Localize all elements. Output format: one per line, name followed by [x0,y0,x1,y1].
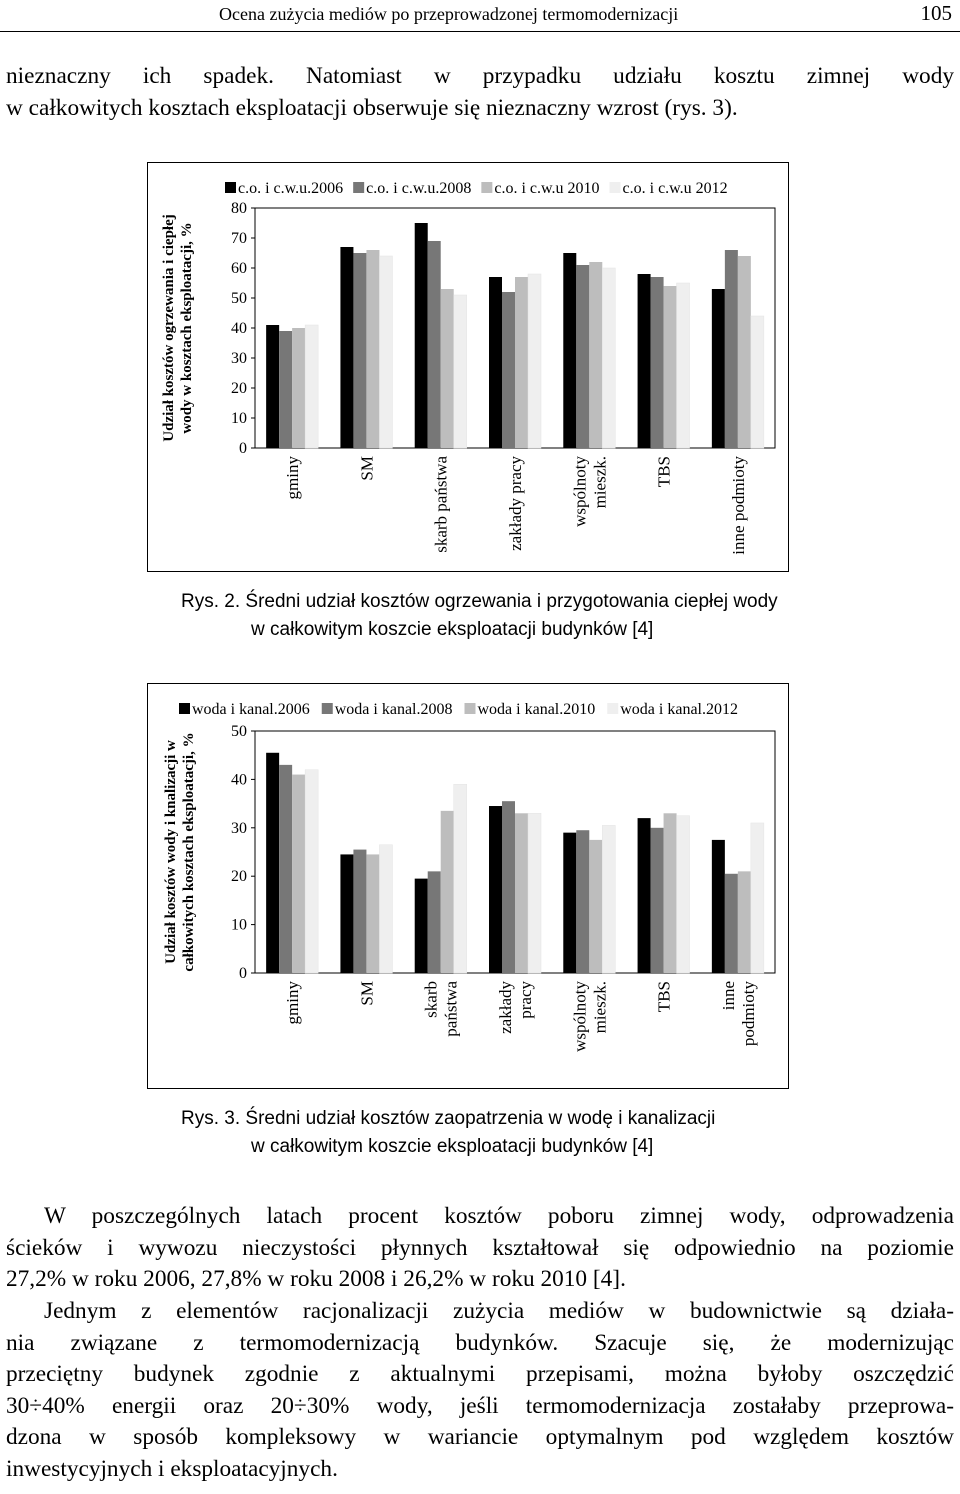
y-axis-title-line: całkowitych kosztach eksploatacji, % [180,732,197,972]
legend-label: woda i kanal.2006 [192,701,310,718]
bar [266,325,279,448]
bar [340,247,353,448]
bar [651,277,664,448]
bar [292,775,305,973]
x-tick-label-line: inne podmioty [728,456,748,555]
figure-2-caption [181,588,778,644]
bar [353,253,366,448]
bar [638,274,651,448]
x-tick-label-line: wspólnoty [570,981,590,1052]
bar [379,256,392,448]
bar [589,262,602,448]
figure-3-caption [181,1105,715,1161]
legend-label: c.o. i c.w.u.2006 [238,180,344,197]
legend-swatch [179,703,190,714]
legend-swatch [353,182,364,193]
bar [292,328,305,448]
x-tick-label-line: TBS [654,456,674,488]
bar [454,295,467,448]
x-tick-label [357,456,376,481]
x-tick-label [357,981,376,1006]
bar [528,274,541,448]
y-tick-label: 0 [239,965,247,982]
y-tick-label: 50 [231,723,247,740]
bar [515,277,528,448]
x-tick-label-line: inne [718,981,738,1011]
bar [602,825,615,973]
running-title: Ocena zużycia mediów po przeprowadzonej termomodernizacji [219,4,679,24]
x-tick-label-line: zakłady [496,981,515,1034]
bar [563,253,576,448]
bar [712,289,725,448]
y-tick-label: 10 [231,410,247,427]
x-tick-label-line: gminy [283,456,303,500]
y-axis-title-line: Udział kosztów wody i knalizacji w [162,740,179,964]
bar [441,289,454,448]
bar [602,268,615,448]
bar [305,325,318,448]
y-tick-label: 80 [231,200,247,217]
y-tick-label: 70 [231,230,247,247]
legend-label: woda i kanal.2012 [620,701,738,718]
bar [279,765,292,973]
header-rule [0,31,960,32]
legend-label: c.o. i c.w.u 2010 [494,180,600,197]
bar [266,753,279,973]
bar [677,283,690,448]
paragraph-thermomodernization [6,1296,954,1485]
caption-line: Rys. 2. Średni udział kosztów ogrzewania i przygotowania ciepłej wody [181,591,778,612]
legend-label: woda i kanal.2008 [334,701,453,718]
bar [366,854,379,973]
bar [725,250,738,448]
text-line: inwestycyjnych i eksploatacyjnych. [6,1455,338,1482]
bar [415,223,428,448]
bar [415,879,428,973]
x-tick-label-line: TBS [654,981,674,1013]
y-tick-label: 0 [239,440,247,457]
bar [563,833,576,973]
bar [738,256,751,448]
bar [528,813,541,973]
y-tick-label: 50 [231,290,247,307]
chart-frame [148,684,789,1089]
bar [489,806,502,973]
legend-label: c.o. i c.w.u.2008 [366,180,472,197]
paragraph-intro [6,61,954,124]
x-tick-label-line: skarb [421,981,441,1018]
y-tick-label: 40 [231,320,247,337]
x-tick-label [655,981,674,1012]
bar [366,250,379,448]
x-tick-label-line: mieszk. [590,981,610,1034]
y-tick-label: 40 [231,771,247,789]
bar [279,331,292,448]
bar [664,286,677,448]
text-line: nia związane z termomodernizacją budynków. Szacuje się, że modernizując [6,1329,954,1356]
x-tick-label-line: mieszk. [590,456,610,509]
bar [725,874,738,973]
y-tick-label: 20 [231,868,247,886]
page-number: 105 [920,1,952,25]
bar [738,871,751,973]
legend-label: c.o. i c.w.u 2012 [622,180,728,197]
bar [428,871,441,973]
bar [677,816,690,973]
bar [340,854,353,973]
bar [379,845,392,973]
bar [576,265,589,448]
legend-swatch [610,182,621,193]
y-axis-title-line: wody w kosztach eksploatacji, % [178,222,195,434]
bar [638,818,651,973]
text-line: W poszczególnych latach procent kosztów poboru zimnej wody, odprowadzenia [44,1203,954,1229]
bar [712,840,725,973]
chart-svg [147,683,789,1089]
y-tick-label: 30 [231,350,247,367]
y-tick-label: 60 [231,260,247,277]
page-header [0,0,960,32]
x-tick-label-line: SM [357,981,377,1006]
legend-swatch [607,703,618,714]
legend-label: woda i kanal.2010 [477,701,596,718]
bar [502,801,515,973]
bar [454,784,467,973]
legend-swatch [322,703,333,714]
bar [751,823,764,973]
x-tick-label [729,456,748,555]
text-line: dzona w sposób kompleksowy w wariancie optymalnym pod względem kosztów [6,1424,954,1450]
text-line: 27,2% w roku 2006, 27,8% w roku 2008 i 26,2% w roku 2010 [4]. [6,1266,626,1292]
bar [305,770,318,973]
bar [576,830,589,973]
bar [651,828,664,973]
caption-line: w całkowitym koszcie eksploatacji budynków [4] [251,619,654,640]
text-line: przeciętny budynek zgodnie z aktualnymi przepisami, można byłoby oszczędzić [6,1361,954,1387]
bar [751,316,764,448]
y-tick-label: 10 [231,916,247,934]
text-line: ścieków i wywozu nieczystości płynnych kształtował się odpowiednio na poziomie [6,1234,954,1261]
bar [589,840,602,973]
x-tick-label [283,981,302,1025]
bar [428,241,441,448]
x-tick-label [432,456,451,553]
paragraph-water-costs [6,1201,954,1296]
x-tick-label-line: SM [357,456,377,481]
x-tick-label-line: wspólnoty [570,456,590,527]
bar [502,292,515,448]
chart-frame [148,163,789,572]
legend-swatch [225,182,236,193]
x-tick-label [655,456,674,487]
x-tick-label-line: podmioty [738,981,758,1047]
text-line: 30÷40% energii oraz 20÷30% wody, jeśli termomodernizacja zostałaby przeprowa- [6,1392,954,1419]
figure-2-heating-chart [147,162,789,577]
x-tick-label-line: pracy [516,981,535,1019]
bar [489,277,502,448]
x-tick-label-line: skarb państwa [431,456,451,553]
x-tick-label-line: zakłady pracy [506,456,525,551]
legend-swatch [481,182,492,193]
y-tick-label: 30 [231,819,247,837]
figure-3-water-chart [147,683,789,1094]
caption-line: Rys. 3. Średni udział kosztów zaopatrzenia w wodę i kanalizacji [181,1108,716,1129]
bar [441,811,454,973]
x-tick-label [283,456,302,500]
legend-swatch [465,703,476,714]
bar [515,813,528,973]
text-line: nieznaczny ich spadek. Natomiast w przypadku udziału kosztu zimnej wody [6,63,954,89]
y-tick-label: 20 [231,380,247,397]
bar [353,850,366,973]
text-line: w całkowitych kosztach eksploatacji obserwuje się nieznaczny wzrost (rys. 3). [6,94,738,121]
x-tick-label [506,456,525,551]
chart-svg [147,162,789,572]
text-line: Jednym z elementów racjonalizacji zużycia mediów w budownictwie są działa- [44,1298,954,1324]
caption-line: w całkowitym koszcie eksploatacji budynków [4] [251,1136,654,1157]
y-axis-title-line: Udział kosztów ogrzewania i ciepłej [160,214,177,442]
x-tick-label-line: gminy [283,981,303,1025]
x-tick-label-line: państwa [441,981,461,1037]
bar [664,813,677,973]
